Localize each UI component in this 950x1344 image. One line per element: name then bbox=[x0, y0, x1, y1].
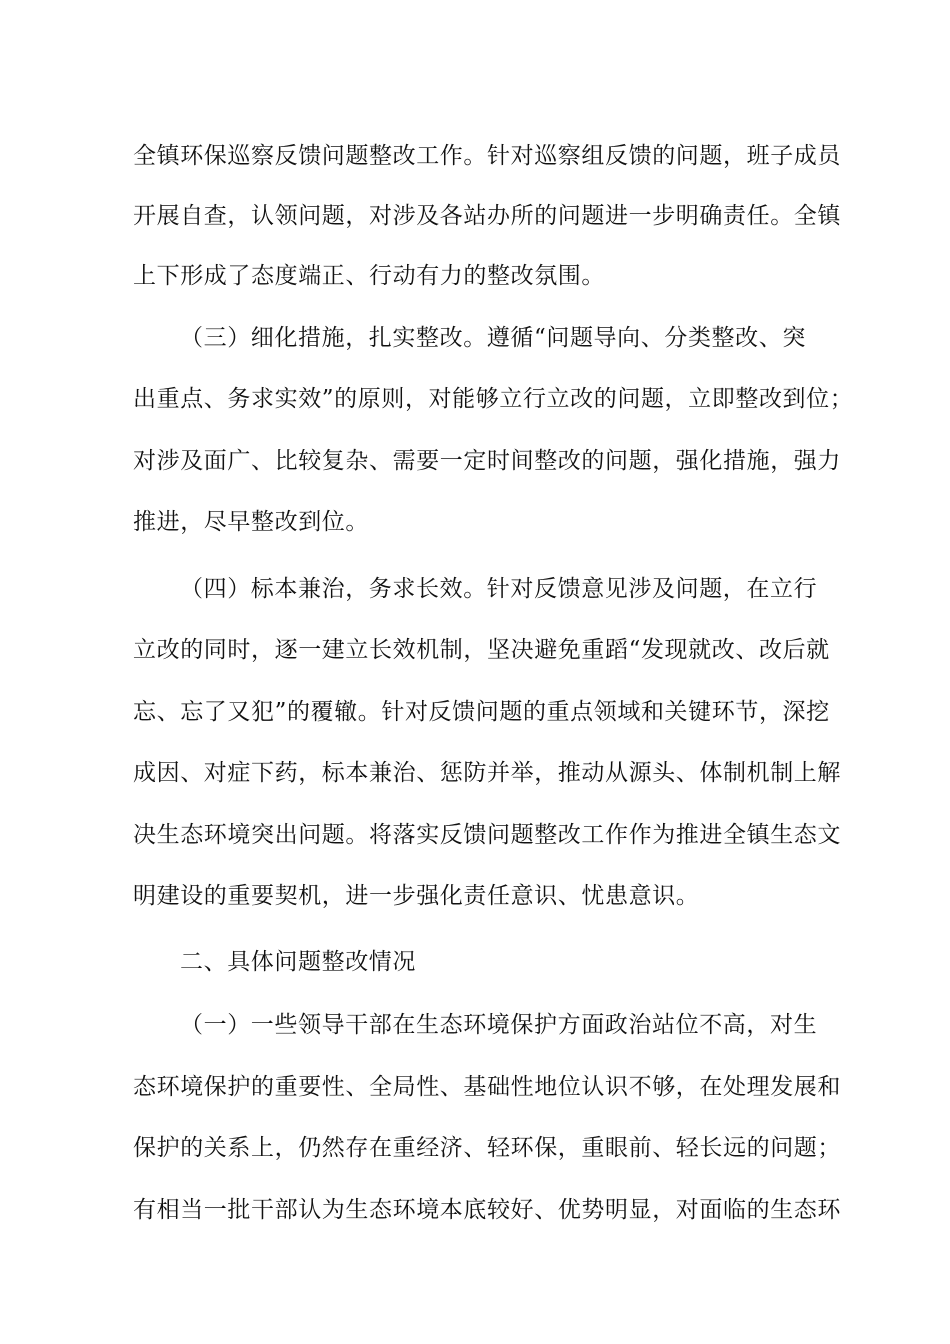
paragraph-3-line-1: （四）标本兼治，务求长效。针对反馈意见涉及问题，在立行 bbox=[180, 576, 818, 602]
paragraph-4-line-2: 态环境保护的重要性、全局性、基础性地位认识不够，在处理发展和 bbox=[133, 1074, 841, 1100]
paragraph-2-line-3: 对涉及面广、比较复杂、需要一定时间整改的问题，强化措施，强力 bbox=[133, 448, 841, 474]
paragraph-2-line-1: （三）细化措施，扎实整改。遵循“问题导向、分类整改、突 bbox=[180, 325, 806, 351]
section-heading: 二、具体问题整改情况 bbox=[180, 949, 416, 975]
paragraph-1-line-1: 全镇环保巡察反馈问题整改工作。针对巡察组反馈的问题，班子成员 bbox=[133, 143, 841, 169]
paragraph-1-line-2: 开展自查，认领问题，对涉及各站办所的问题进一步明确责任。全镇 bbox=[133, 203, 841, 229]
paragraph-3-line-3: 忘、忘了又犯”的覆辙。针对反馈问题的重点领域和关键环节，深挖 bbox=[133, 699, 830, 725]
paragraph-3-line-6: 明建设的重要契机，进一步强化责任意识、忧患意识。 bbox=[133, 883, 700, 909]
paragraph-1-line-3: 上下形成了态度端正、行动有力的整改氛围。 bbox=[133, 263, 605, 289]
paragraph-2-line-4: 推进，尽早整改到位。 bbox=[133, 509, 369, 535]
paragraph-3-line-2: 立改的同时，逐一建立长效机制，坚决避免重蹈“发现就改、改后就 bbox=[133, 637, 830, 663]
paragraph-4-line-3: 保护的关系上，仍然存在重经济、轻环保，重眼前、轻长远的问题； bbox=[133, 1135, 841, 1161]
paragraph-2-line-2: 出重点、务求实效”的原则，对能够立行立改的问题，立即整改到位； bbox=[133, 386, 854, 412]
paragraph-3-line-5: 决生态环境突出问题。将落实反馈问题整改工作作为推进全镇生态文 bbox=[133, 822, 841, 848]
paragraph-4-line-1: （一）一些领导干部在生态环境保护方面政治站位不高，对生 bbox=[180, 1012, 818, 1038]
paragraph-4-line-4: 有相当一批干部认为生态环境本底较好、优势明显，对面临的生态环 bbox=[133, 1197, 841, 1223]
paragraph-3-line-4: 成因、对症下药，标本兼治、惩防并举，推动从源头、体制机制上解 bbox=[133, 760, 841, 786]
